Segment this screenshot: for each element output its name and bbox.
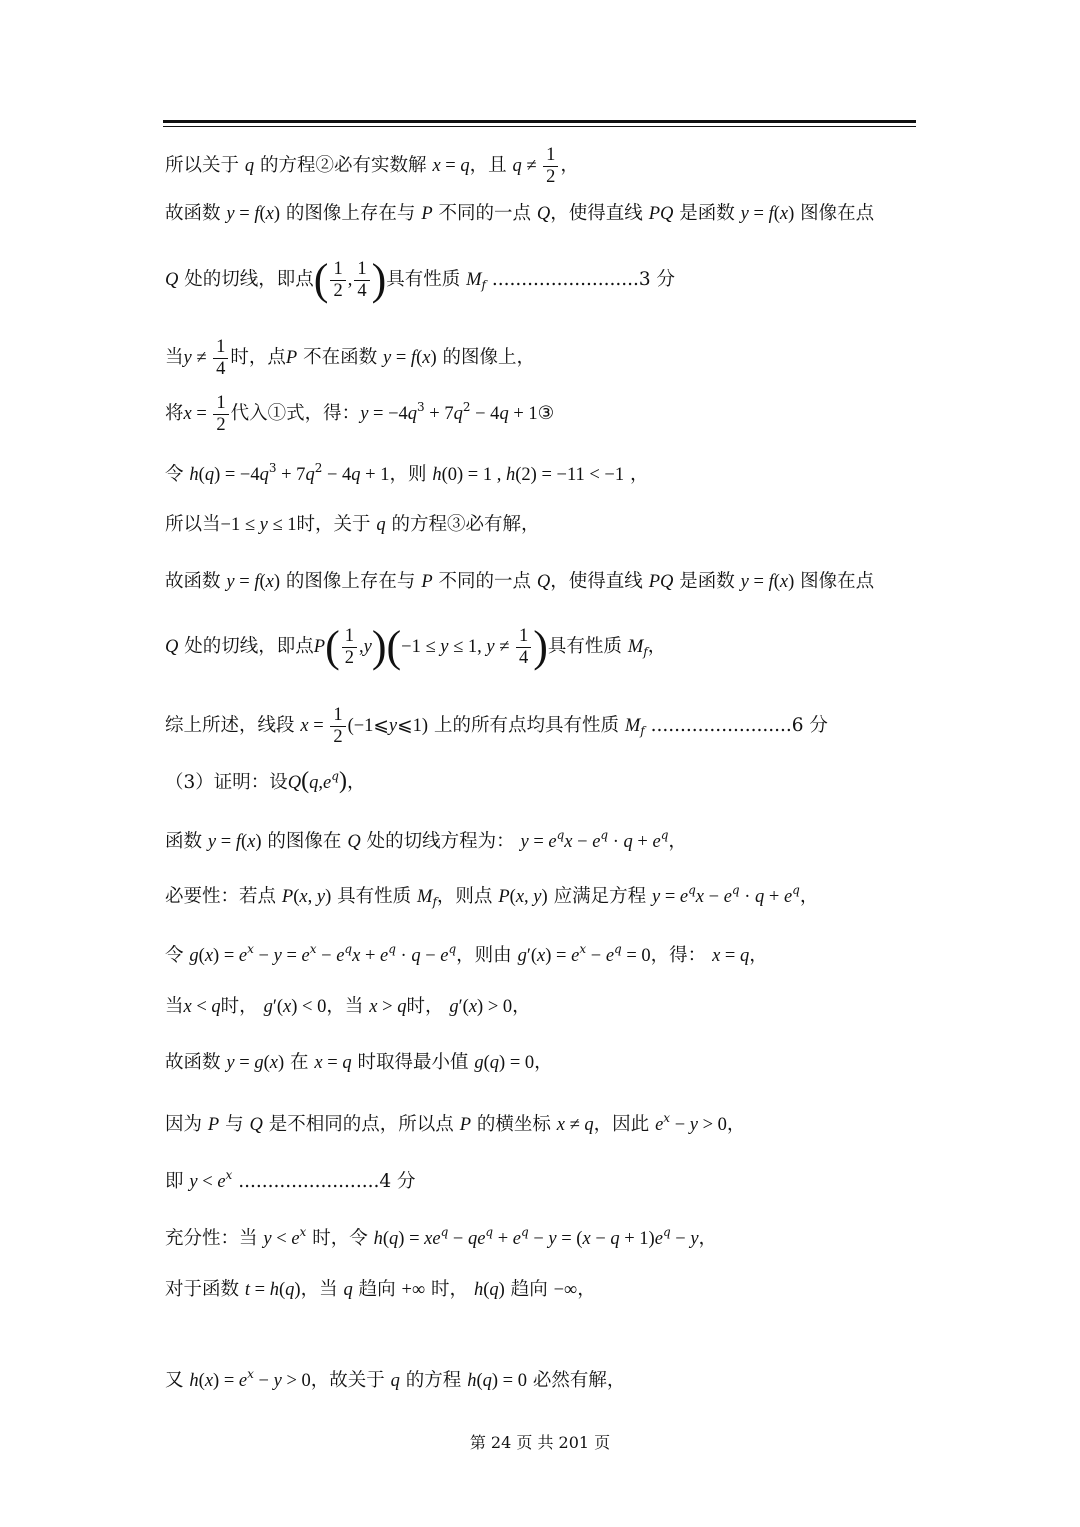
line-17: 因为 P 与 Q 是不相同的点，所以点 P 的横坐标 x ≠ q，因此 $e^x - y > 0$，	[165, 1111, 746, 1135]
line-12: 函数 y = f(x) 的图像在 Q 处的切线方程为： $y = e^qx - e^q \cdot q + e^q$，	[165, 828, 687, 852]
line-20: 对于函数 t = h(q)，当 q 趋向 +∞ 时， h(q) 趋向 −∞，	[165, 1279, 596, 1300]
line-16: 故函数 y = g(x) 在 x = q 时取得最小值 g(q) = 0，	[165, 1052, 553, 1073]
line-6: 令 $h(q) = -4q^3 + 7q^2 - 4q + 1$，则 h(0) = 1 , h(2) = −11 < −1 ，	[165, 461, 649, 485]
line-13: 必要性：若点 P(x, y) 具有性质 $M_f$，则点 P(x, y) 应满足方程 $y = e^qx - e^q \cdot q + e^q$，	[165, 883, 819, 909]
fraction-half: $\frac{1}{2}$	[543, 146, 558, 186]
line-11: （3）证明：设$Q(q,e^q)$，	[165, 768, 366, 794]
line-14: 令 $g(x) = e^x - y = e^x - e^qx + e^q \cdot q - e^q$，则由 $g'(x) = e^x - e^q = 0$，得： x = q，	[165, 942, 768, 966]
line-3: Q 处的切线，即点( $\frac{1}{2}$ , $\frac{1}{4}$ )具有性质 $M_f$ .........................3 分	[165, 255, 676, 304]
line-8: 故函数 y = f(x) 的图像上存在与 P 不同的一点 Q，使得直线 PQ 是函数 y = f(x) 图像在点	[165, 571, 875, 592]
line-5: 将x = $\frac{1}{2}$ 代入①式，得：$y = -4q^3 + 7q^2 - 4q$ + 1③	[165, 393, 555, 435]
line-9: Q 处的切线，即点P( $\frac{1}{2}$ ,y)(−1 ≤ y ≤ 1, y ≠ $\frac{1}{4}$ )具有性质 $M_f$，	[165, 622, 667, 671]
page-footer: 第 24 页 共 201 页	[469, 1433, 611, 1452]
line-4: 当y ≠ $\frac{1}{4}$ 时，点P 不在函数 y = f(x) 的图像上，	[165, 337, 536, 379]
line-10: 综上所述，线段 x = $\frac{1}{2}$ (−1⩽y⩽1) 上的所有点均具有性质 $M_f$ ........................6 分	[165, 705, 828, 747]
line-7: 所以当−1 ≤ y ≤ 1时，关于 q 的方程③必有解，	[165, 514, 540, 535]
header-rule-thin	[163, 126, 916, 127]
line-2: 故函数 y = f(x) 的图像上存在与 P 不同的一点 Q，使得直线 PQ 是函数 y = f(x) 图像在点	[165, 203, 875, 224]
line-15: 当x < q时， g′(x) < 0，当 x > q时， g′(x) > 0，	[165, 996, 531, 1017]
line-1: 所以关于 q 的方程②必有实数解 x = q，且 q ≠ $\frac{1}{2}$ ，	[165, 145, 579, 187]
line-18: 即 $y < e^x$ ........................4 分	[165, 1168, 416, 1192]
line-21: 又 $h(x) = e^x - y > 0$，故关于 q 的方程 h(q) = 0 必然有解，	[165, 1367, 626, 1391]
header-rule-thick	[163, 120, 916, 123]
line-19: 充分性：当 $y < e^x$ 时，令 $h(q) = xe^q - qe^q + e^q - y = (x - q + 1)e^q - y$，	[165, 1225, 718, 1249]
